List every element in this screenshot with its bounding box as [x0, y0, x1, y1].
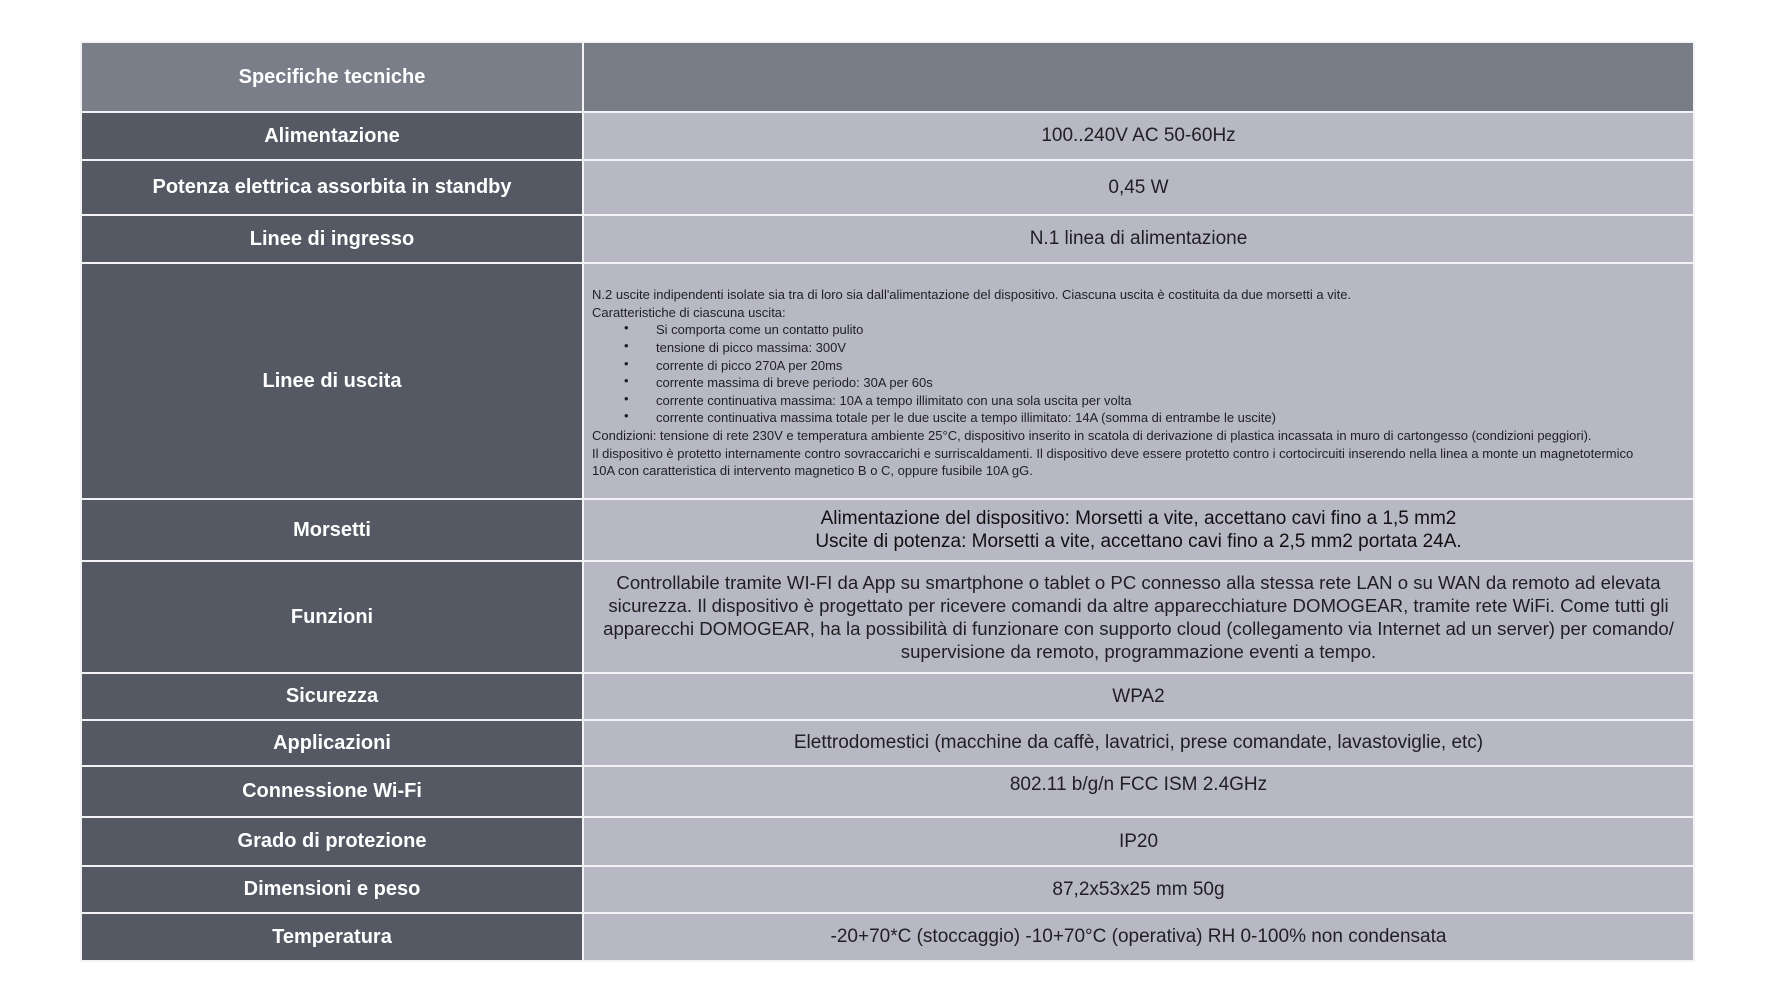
morsetti-line-2: Uscite di potenza: Morsetti a vite, accettano cavi fino a 2,5 mm2 portata 24A. [815, 531, 1462, 552]
list-item [592, 357, 1641, 375]
uscita-protection: Il dispositivo è protetto internamente contro sovraccarichi e surriscaldamenti. Il dispositivo deve essere protetto contro i cortocircuiti inserendo nella linea a monte un magnetotermico 10A con caratteristica di intervento magnetico B o C, oppure fusibile 10A gG. [592, 445, 1634, 479]
list-item [592, 339, 1641, 357]
row-value: 0,45 W [583, 160, 1694, 215]
row-label: Sicurezza [81, 673, 583, 720]
spec-table [80, 41, 1695, 962]
table-row-linee-ingresso [81, 215, 1694, 263]
row-value: Elettrodomestici (macchine da caffè, lavatrici, prese comandate, lavastoviglie, etc) [583, 720, 1694, 766]
bullet-icon: • [624, 408, 629, 424]
row-label: Grado di protezione [81, 817, 583, 866]
list-item-text: Si comporta come un contatto pulito [656, 322, 864, 338]
row-value: 100..240V AC 50-60Hz [583, 112, 1694, 160]
bullet-icon: • [624, 373, 629, 389]
row-value: WPA2 [583, 673, 1694, 720]
bullet-icon: • [624, 320, 629, 336]
linee-uscita-details [583, 263, 1694, 499]
table-row-dimensioni [81, 866, 1694, 913]
bullet-icon: • [624, 338, 629, 354]
uscita-characteristics-title: Caratteristiche di ciascuna uscita: [592, 304, 786, 320]
table-header-row [81, 42, 1694, 112]
uscita-bullet-list [592, 321, 1641, 427]
row-label: Connessione Wi-Fi [81, 766, 583, 817]
table-row-temperatura [81, 913, 1694, 961]
row-value: -20+70*C (stoccaggio) -10+70°C (operativa) RH 0-100% non condensata [583, 913, 1694, 961]
list-item [592, 374, 1641, 392]
row-label: Funzioni [81, 561, 583, 673]
list-item [592, 392, 1641, 410]
list-item-text: corrente massima di breve periodo: 30A per 60s [656, 375, 933, 391]
table-row-alimentazione [81, 112, 1694, 160]
row-value: N.1 linea di alimentazione [583, 215, 1694, 263]
list-item-text: corrente continuativa massima totale per le due uscite a tempo illimitato: 14A (somma di entrambe le uscite) [656, 410, 1276, 426]
row-value: 87,2x53x25 mm 50g [583, 866, 1694, 913]
table-row-potenza [81, 160, 1694, 215]
table-row-wifi [81, 766, 1694, 817]
row-value: Controllabile tramite WI-FI da App su smartphone o tablet o PC connesso alla stessa rete LAN o su WAN da remoto ad elevata sicurezza. Il dispositivo è progettato per ricevere comandi da altre apparecchiature DOMOGEAR, tramite rete WiFi. Come tutti gli apparecchi DOMOGEAR, ha la possibilità di funzionare con supporto cloud (collegamento via Internet ad un server) per comando/ supervisione da remoto, programmazione eventi a tempo. [583, 561, 1694, 673]
row-value: IP20 [583, 817, 1694, 866]
table-row-grado-protezione [81, 817, 1694, 866]
table-row-linee-uscita [81, 263, 1694, 499]
row-label: Applicazioni [81, 720, 583, 766]
table-row-applicazioni [81, 720, 1694, 766]
table-row-funzioni [81, 561, 1694, 673]
row-label: Temperatura [81, 913, 583, 961]
row-label: Linee di ingresso [81, 215, 583, 263]
table-row-sicurezza [81, 673, 1694, 720]
list-item-text: corrente di picco 270A per 20ms [656, 357, 843, 373]
list-item-text: tensione di picco massima: 300V [656, 340, 847, 356]
uscita-intro: N.2 uscite indipendenti isolate sia tra di loro sia dall'alimentazione del dispositivo. Ciascuna uscita è costituita da due morsetti a vite. [592, 287, 1352, 303]
uscita-conditions: Condizioni: tensione di rete 230V e temperatura ambiente 25°C, dispositivo inserito in scatola di derivazione di plastica incassata in muro di cartongesso (condizioni peggiori). [592, 427, 1592, 443]
wifi-value: 802.11 b/g/n FCC ISM 2.4GHz [1009, 773, 1268, 795]
row-label: Dimensioni e peso [81, 866, 583, 913]
list-item [592, 321, 1641, 339]
morsetti-line-1: Alimentazione del dispositivo: Morsetti a vite, accettano cavi fino a 1,5 mm2 [820, 508, 1457, 529]
header-value [583, 42, 1694, 112]
list-item-text: corrente continuativa massima: 10A a tempo illimitato con una sola uscita per volta [656, 392, 1132, 408]
row-label: Potenza elettrica assorbita in standby [81, 160, 583, 215]
table-row-morsetti [81, 499, 1694, 561]
bullet-icon: • [624, 355, 629, 371]
header-label: Specifiche tecniche [81, 42, 583, 112]
row-label: Alimentazione [81, 112, 583, 160]
list-item [592, 409, 1641, 427]
row-label: Morsetti [81, 499, 583, 561]
bullet-icon: • [624, 390, 629, 406]
morsetti-value [583, 499, 1694, 561]
row-label: Linee di uscita [81, 263, 583, 499]
row-value [583, 766, 1694, 817]
